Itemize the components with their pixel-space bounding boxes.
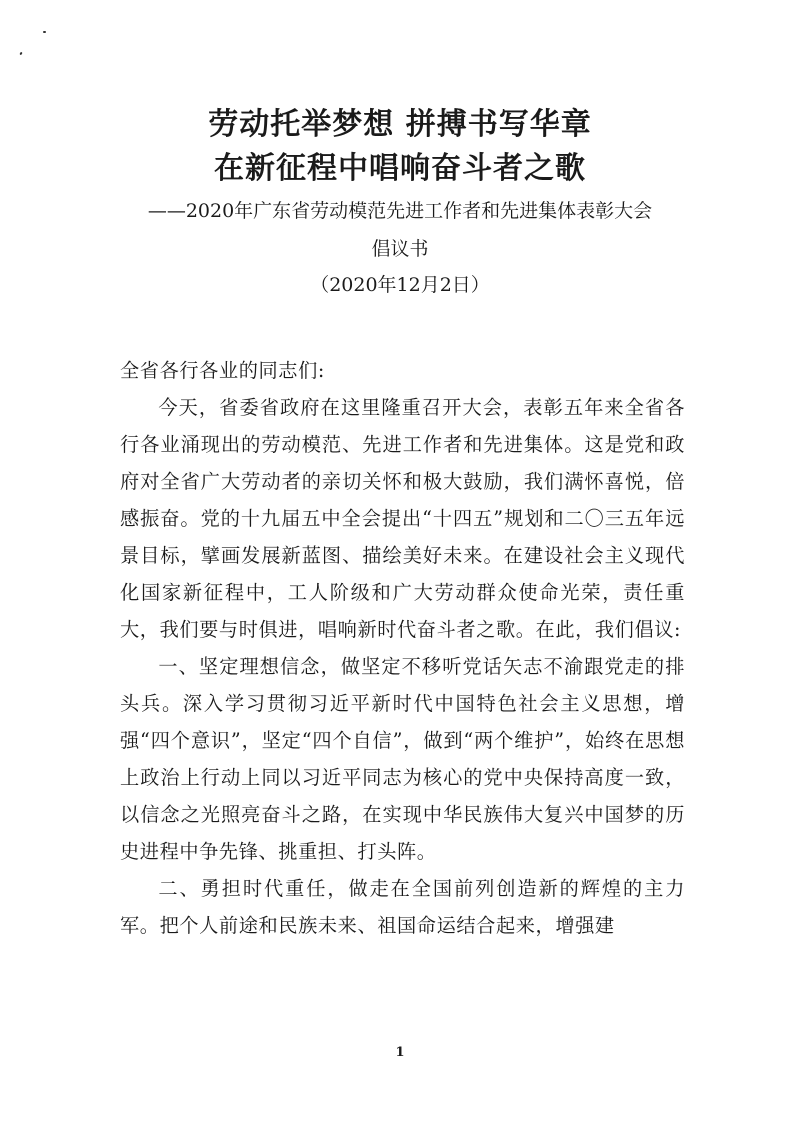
document-title-line-1: 劳动托举梦想 拼搏书写华章 bbox=[208, 107, 592, 142]
body-paragraph: 二、勇担时代重任，做走在全国前列创造新的辉煌的主力军。把个人前途和民族未来、祖国命运结合起来，增强建 bbox=[120, 877, 685, 937]
document-title-line-2: 在新征程中唱响奋斗者之歌 bbox=[214, 151, 586, 186]
body-paragraph: 一、坚定理想信念，做坚定不移听党话矢志不渝跟党走的排头兵。深入学习贯彻习近平新时代中国特色社会主义思想，增强“四个意识”，坚定“四个自信”，做到“两个维护”，始终在思想上政治上行动上同以习近平同志为核心的党中央保持高度一致，以信念之光照亮奋斗之路，在实现中华民族伟大复兴中国梦的历史进程中争先锋、挑重担、打头阵。 bbox=[120, 655, 685, 863]
scan-speck bbox=[19, 52, 22, 56]
document-type: 倡议书 bbox=[371, 238, 429, 260]
document-date: （2020年12月2日） bbox=[310, 274, 490, 296]
document-subtitle: ——2020年广东省劳动模范先进工作者和先进集体表彰大会 bbox=[147, 200, 653, 222]
page-number: 1 bbox=[395, 1045, 405, 1060]
scan-speck bbox=[43, 31, 46, 33]
body-paragraph: 今天，省委省政府在这里隆重召开大会，表彰五年来全省各行各业涌现出的劳动模范、先进工作者和先进集体。这是党和政府对全省广大劳动者的亲切关怀和极大鼓励，我们满怀喜悦，倍感振奋。党的十九届五中全会提出“十四五”规划和二〇三五年远景目标，擘画发展新蓝图、描绘美好未来。在建设社会主义现代化国家新征程中，工人阶级和广大劳动群众使命光荣，责任重大，我们要与时俱进，唱响新时代奋斗者之歌。在此，我们倡议: bbox=[120, 396, 685, 641]
salutation: 全省各行各业的同志们: bbox=[120, 359, 325, 382]
document-body bbox=[120, 352, 685, 944]
